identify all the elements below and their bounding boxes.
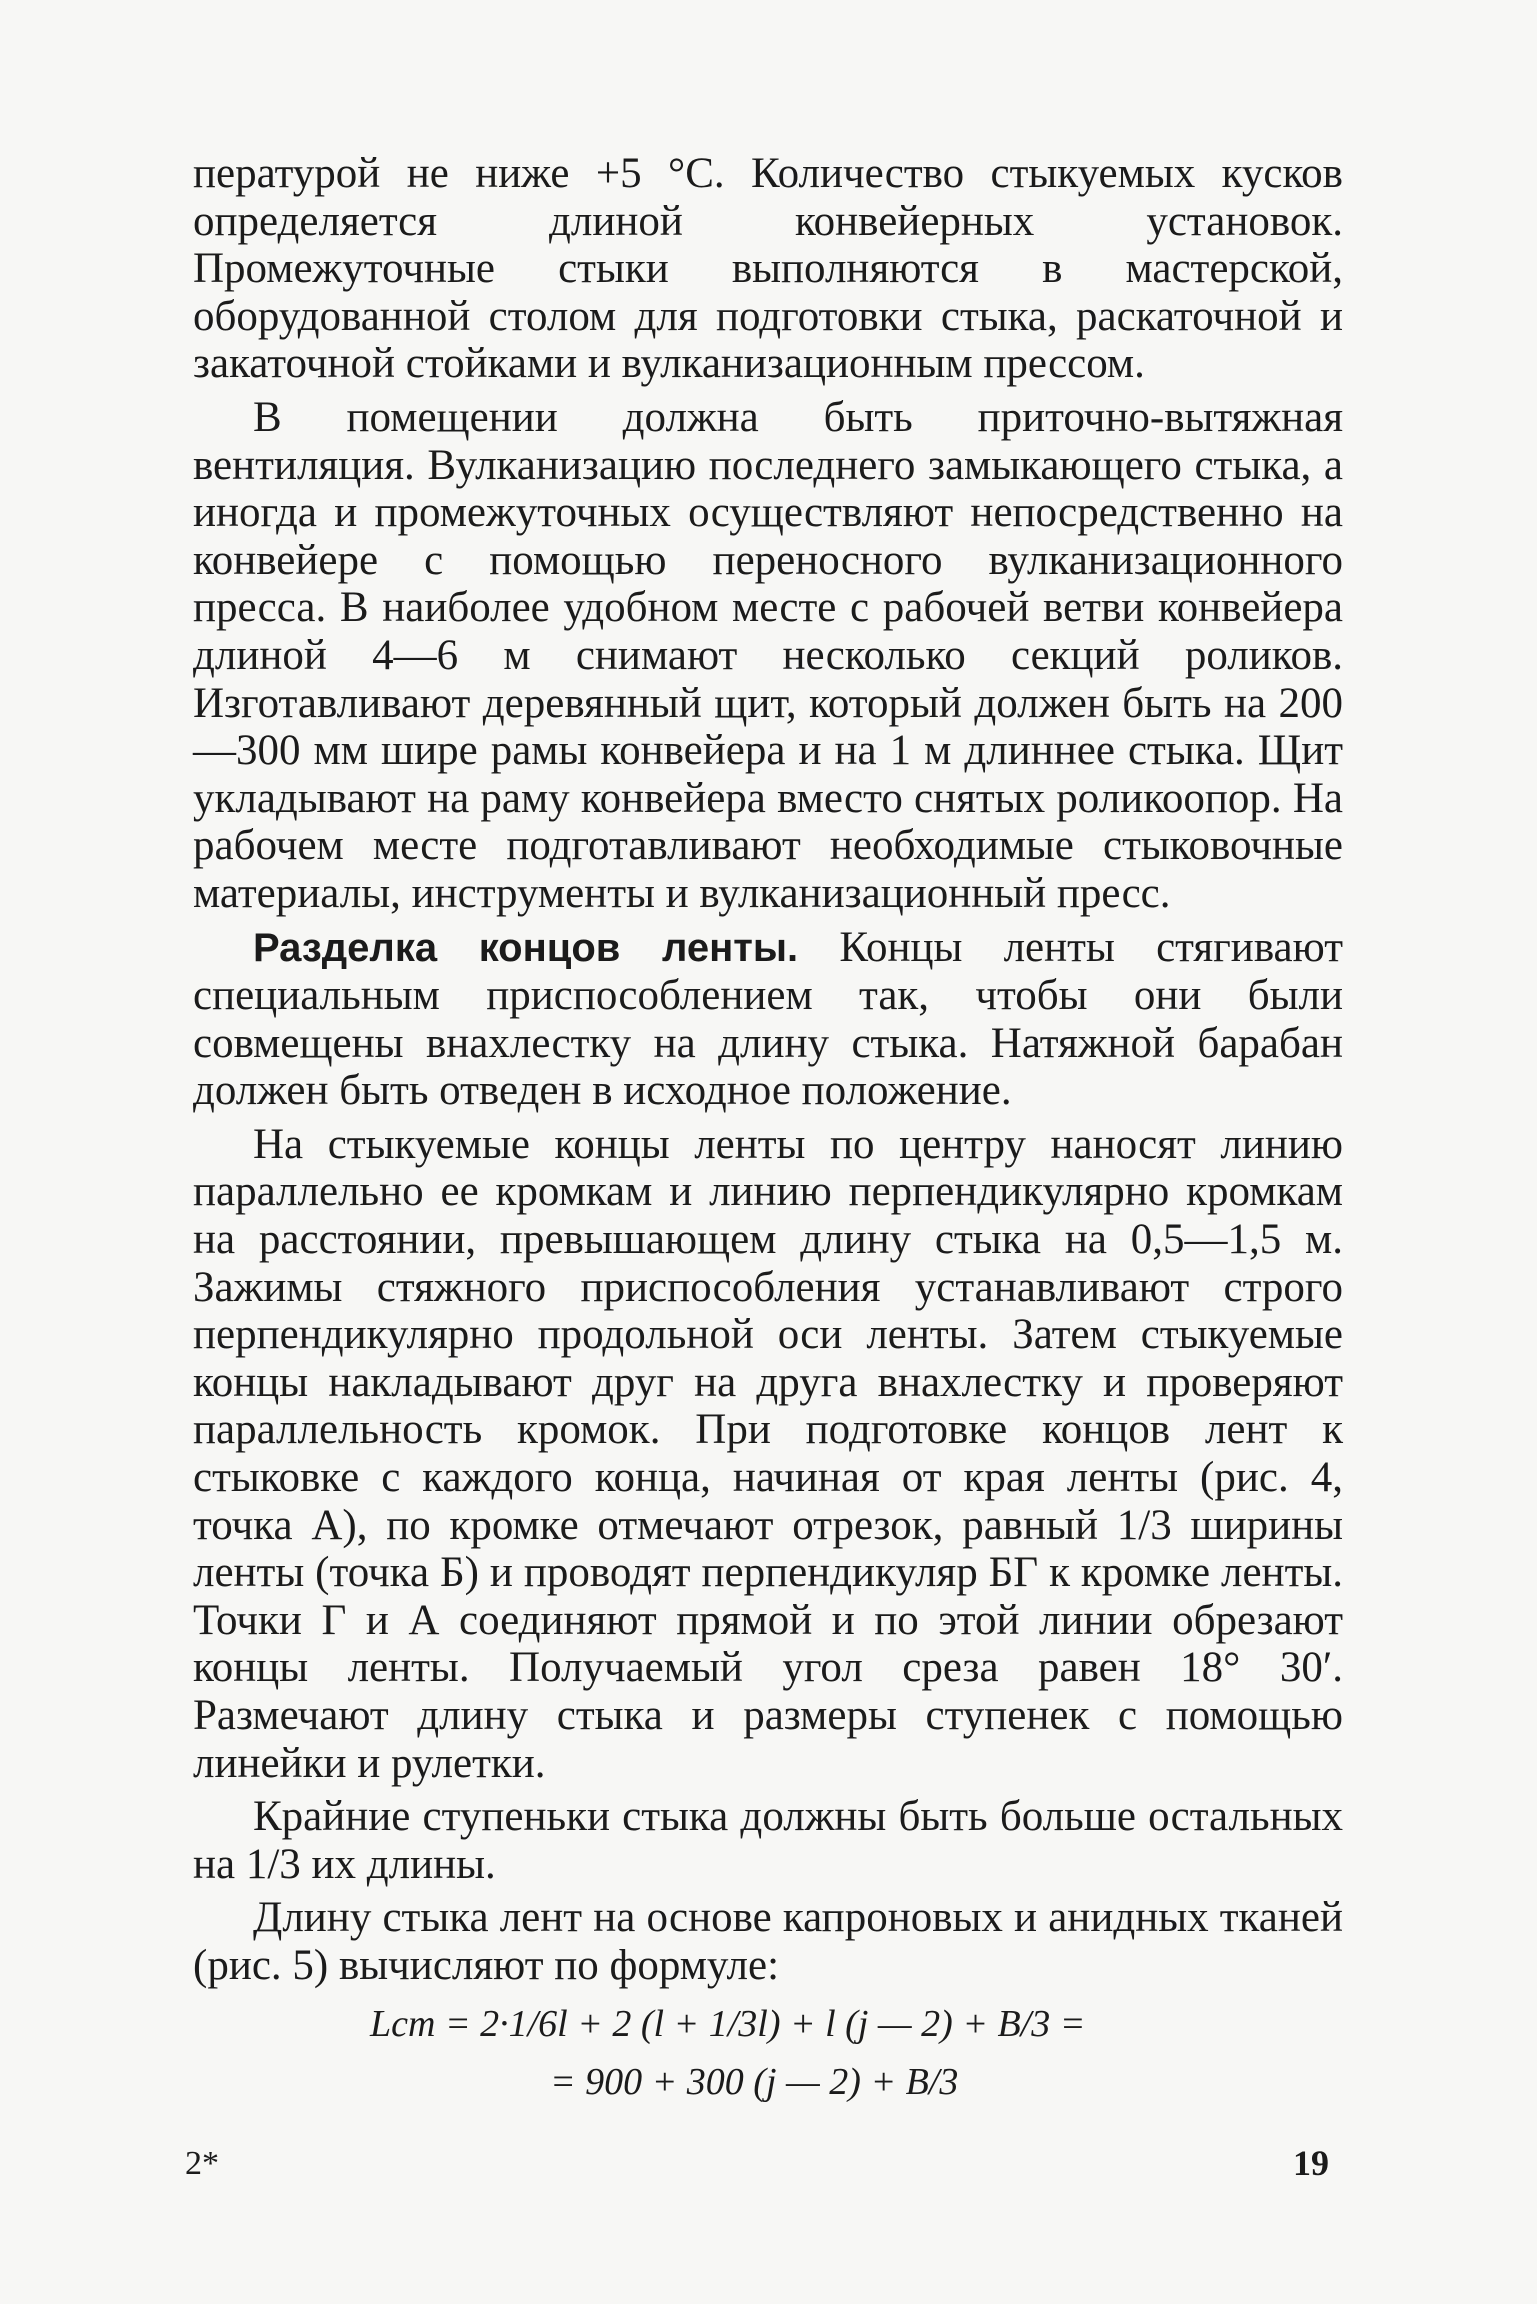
paragraph: В помещении должна быть приточно-вытяжная вентиляция. Вулканизацию последнего замыкающего стыка, а иногда и промежуточных осуществляют непосредственно на конвейере с помощью переносного вулканизационного пресса. В наиболее удобном месте с рабочей ветви конвейера длиной 4—6 м снимают несколько секций роликов. Изготавливают деревянный щит, который должен быть на 200—300 мм шире рамы конвейера и на 1 м длиннее стыка. Щит укладывают на раму конвейера вместо снятых роликоопор. На рабочем месте подготавливают необходимые стыковочные материалы, инструменты и вулканизационный пресс. (193, 393, 1343, 917)
page-number: 19 (1293, 2143, 1329, 2183)
section-heading: Разделка концов ленты. (253, 925, 799, 970)
paragraph (193, 924, 1343, 1115)
formula (370, 1995, 1170, 2111)
formula-line-2: = 900 + 300 (j — 2) + B/3 (550, 2061, 959, 2103)
paragraph: Длину стыка лент на основе капроновых и анидных тканей (рис. 5) вычисляют по формуле: (193, 1894, 1343, 1989)
formula-line-1: Lст = 2·1/6l + 2 (l + 1/3l) + l (j — 2) + B/3 = (370, 2003, 1086, 2045)
signature-mark: 2* (185, 2145, 219, 2182)
body-text (193, 150, 1343, 1990)
paragraph: На стыкуемые концы ленты по центру наносят линию параллельно ее кромкам и линию перпендикулярно кромкам на расстоянии, превышающем длину стыка на 0,5—1,5 м. Зажимы стяжного приспособления устанавливают строго перпендикулярно продольной оси ленты. Затем стыкуемые концы накладывают друг на друга внахлестку и проверяют параллельность кромок. При подготовке концов лент к стыковке с каждого конца, начиная от края ленты (рис. 4, точка А), по кромке отмечают отрезок, равный 1/3 ширины ленты (точка Б) и проводят перпендикуляр БГ к кромке ленты. Точки Г и А соединяют прямой и по этой линии обрезают концы ленты. Получаемый угол среза равен 18° 30′. Размечают длину стыка и размеры ступенек с помощью линейки и рулетки. (193, 1120, 1343, 1787)
paragraph: Крайние ступеньки стыка должны быть больше остальных на 1/3 их длины. (193, 1793, 1343, 1888)
paragraph-text: Концы ленты стягивают специальным приспособлением так, чтобы они были совмещены внахлестку на длину стыка. Натяжной барабан должен быть отведен в исходное положение. (193, 923, 1343, 1115)
paragraph: пературой не ниже +5 °С. Количество стыкуемых кусков определяется длиной конвейерных установок. Промежуточные стыки выполняются в мастерской, оборудованной столом для подготовки стыка, раскаточной и закаточной стойками и вулканизационным прессом. (193, 150, 1343, 388)
